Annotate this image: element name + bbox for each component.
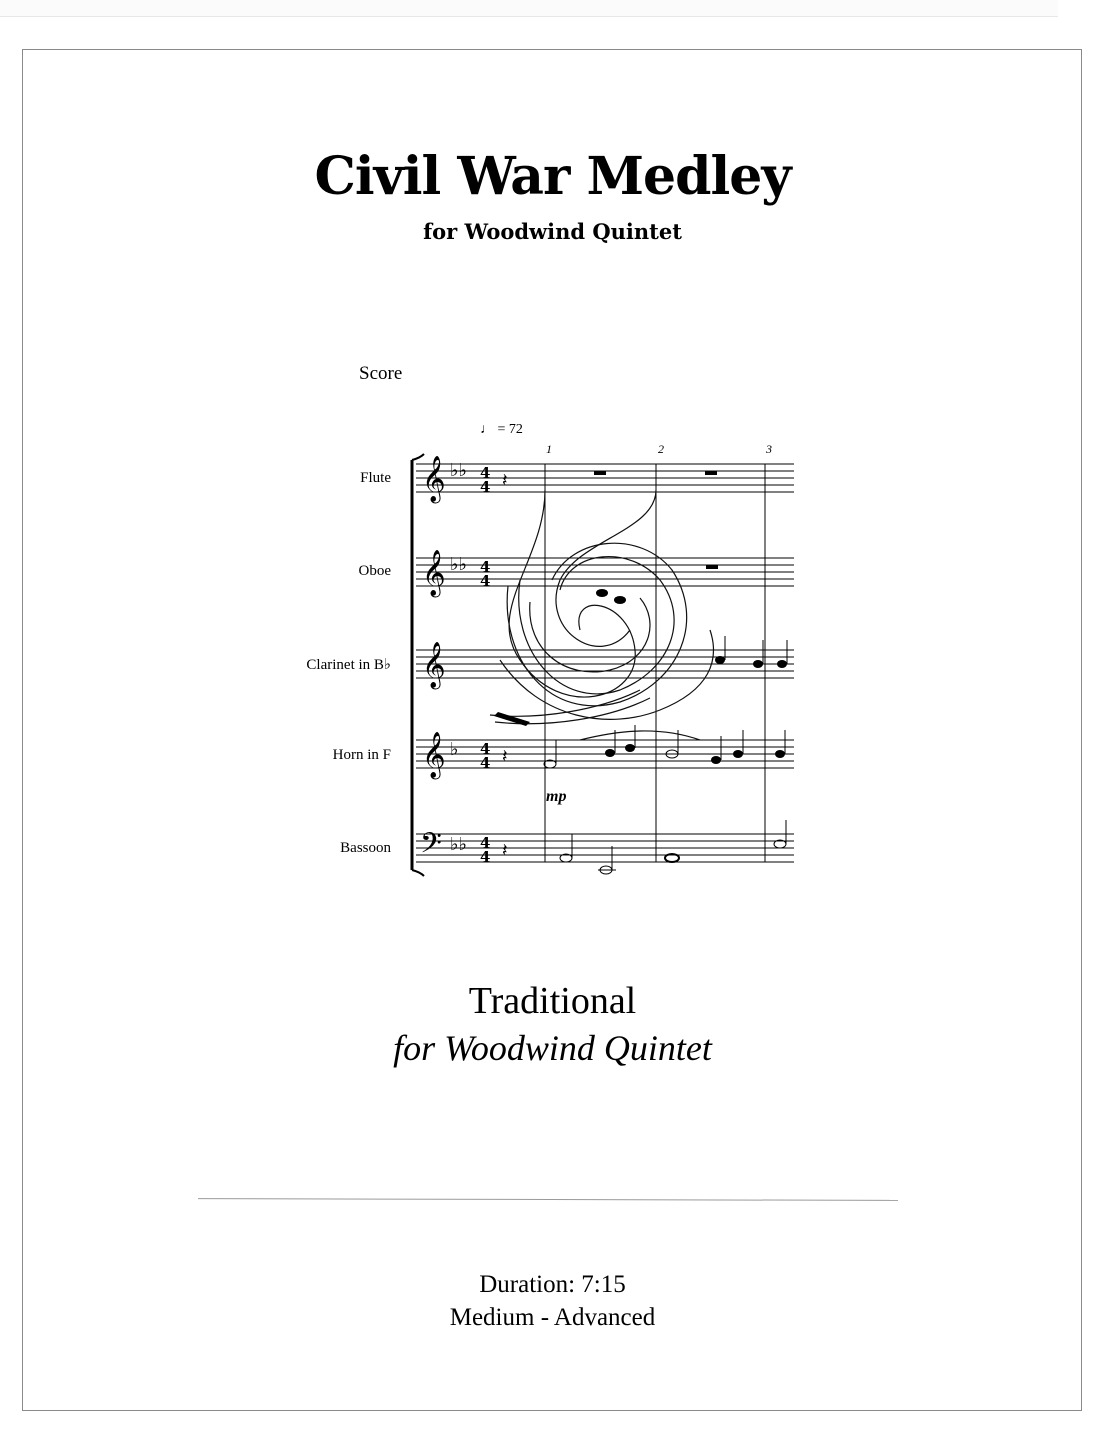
treble-clef-icon: 𝄞 xyxy=(422,642,446,688)
instrument-label-flute: Flute xyxy=(360,470,391,486)
ensemble-line: for Woodwind Quintet xyxy=(393,1028,712,1068)
instrument-label-bassoon: Bassoon xyxy=(340,840,391,856)
svg-text:♭♭: ♭♭ xyxy=(450,554,467,575)
svg-text:4: 4 xyxy=(480,754,491,772)
svg-text:♭♭: ♭♭ xyxy=(450,460,467,481)
svg-text:4: 4 xyxy=(480,572,491,590)
bass-clef-icon: 𝄢 xyxy=(420,827,442,867)
tempo-marking: ♩ = 72 xyxy=(480,422,523,437)
treble-clef-icon: 𝄞 xyxy=(422,550,446,596)
svg-text:4: 4 xyxy=(480,464,491,482)
dynamic-marking: mp xyxy=(546,788,567,805)
svg-text:4: 4 xyxy=(480,740,491,758)
score-label: Score xyxy=(359,363,403,384)
staff-oboe xyxy=(416,558,794,586)
composer-name: Traditional xyxy=(468,980,637,1022)
score-excerpt-image xyxy=(280,330,810,890)
top-bar xyxy=(0,0,1058,17)
svg-text:♭♭: ♭♭ xyxy=(450,834,467,855)
treble-clef-icon: 𝄞 xyxy=(422,732,446,778)
treble-clef-icon: 𝄞 xyxy=(422,456,446,502)
instrument-label-clarinet: Clarinet in B♭ xyxy=(306,657,391,673)
staff-bassoon xyxy=(416,834,794,862)
difficulty-level: Medium - Advanced xyxy=(449,1304,656,1331)
measure-number: 3 xyxy=(766,442,772,456)
page-subtitle: for Woodwind Quintet xyxy=(423,219,682,244)
svg-text:4: 4 xyxy=(480,478,491,496)
svg-text:4: 4 xyxy=(480,558,491,576)
measure-number: 1 xyxy=(546,442,552,456)
staff-system xyxy=(280,330,810,890)
svg-text:♭: ♭ xyxy=(450,739,459,760)
svg-text:𝄽: 𝄽 xyxy=(502,746,508,767)
instrument-label-horn: Horn in F xyxy=(332,747,391,763)
svg-text:4: 4 xyxy=(480,848,491,866)
svg-text:4: 4 xyxy=(480,834,491,852)
measure-number: 2 xyxy=(658,442,664,456)
duration-text: Duration: 7:15 xyxy=(479,1271,626,1298)
page-title: Civil War Medley xyxy=(314,146,791,207)
svg-text:𝄽: 𝄽 xyxy=(502,840,508,861)
swirl-distortion xyxy=(490,490,713,740)
svg-text:𝄽: 𝄽 xyxy=(502,470,508,491)
staff-flute xyxy=(416,464,794,492)
staff-clarinet xyxy=(416,650,794,678)
instrument-label-oboe: Oboe xyxy=(358,563,391,579)
